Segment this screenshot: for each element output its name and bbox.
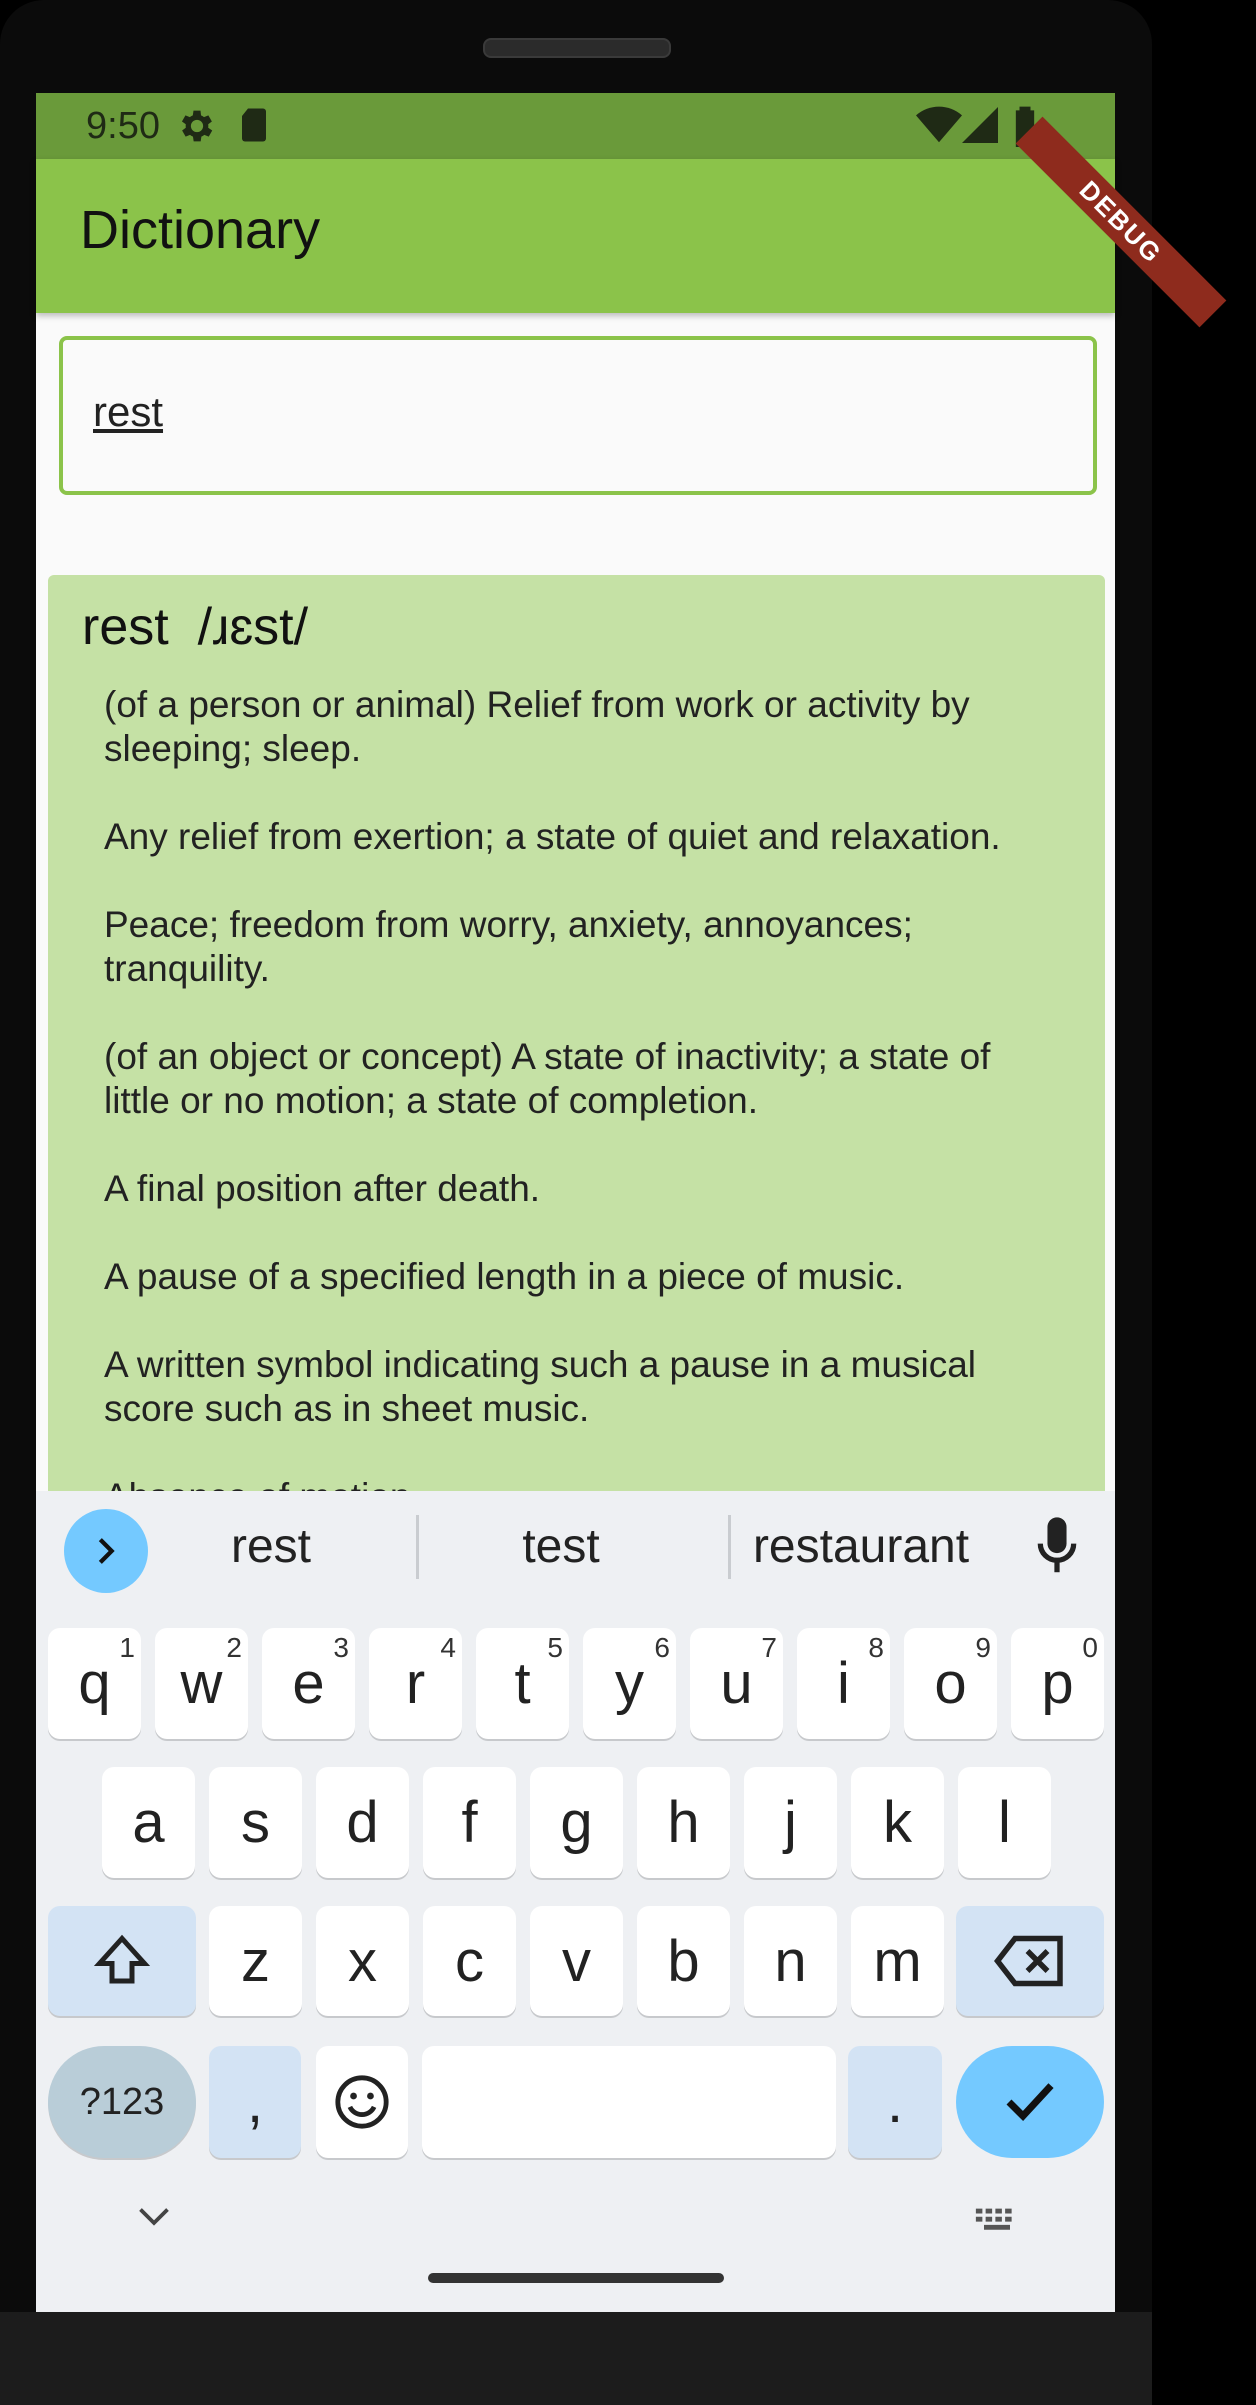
shift-key[interactable] (48, 1906, 196, 2016)
key-number-hint: 9 (975, 1632, 991, 1663)
key-label: x (348, 1928, 377, 1994)
key-u[interactable] (690, 1628, 783, 1739)
key-v[interactable] (530, 1906, 623, 2016)
key-number-hint: 6 (654, 1632, 670, 1663)
space-key[interactable] (422, 2046, 836, 2158)
key-c[interactable] (423, 1906, 516, 2016)
key-label: n (774, 1928, 807, 1994)
key-label: a (132, 1790, 165, 1855)
key-label: s (241, 1790, 270, 1855)
key-b[interactable] (637, 1906, 730, 2016)
key-q[interactable] (48, 1628, 141, 1739)
definition-card (48, 575, 1105, 1625)
bottom-bezel (0, 2312, 1152, 2405)
key-number-hint: 5 (547, 1632, 563, 1663)
key-number-hint: 3 (333, 1632, 349, 1663)
key-label: o (934, 1651, 967, 1716)
key-number-hint: 7 (761, 1632, 777, 1663)
key-label: l (998, 1790, 1011, 1855)
key-x[interactable] (316, 1906, 409, 2016)
key-n[interactable] (744, 1906, 837, 2016)
key-label: w (180, 1651, 223, 1716)
suggestion-chip[interactable]: rest (230, 1520, 311, 1573)
key-g[interactable] (530, 1767, 623, 1878)
key-label: e (292, 1651, 325, 1716)
enter-key[interactable] (956, 2046, 1104, 2158)
definition-list (104, 683, 1064, 1563)
hide-keyboard-chevron-icon[interactable] (136, 2205, 172, 2234)
key-number-hint: 2 (226, 1632, 242, 1663)
key-label: y (615, 1651, 644, 1716)
key-e[interactable] (262, 1628, 355, 1739)
key-y[interactable] (583, 1628, 676, 1739)
debug-banner (896, 53, 1256, 293)
key-t[interactable] (476, 1628, 569, 1739)
key-label: b (667, 1928, 700, 1994)
key-label: z (241, 1928, 270, 1994)
key-label: c (455, 1928, 484, 1994)
key-label: f (461, 1790, 478, 1855)
home-gesture-bar[interactable] (428, 2273, 724, 2283)
key-label: i (837, 1651, 850, 1716)
keyboard-switcher-icon[interactable] (974, 2207, 1020, 2238)
backspace-icon (995, 1933, 1065, 1989)
key-label: q (78, 1651, 111, 1716)
earpiece-speaker (483, 38, 671, 58)
sd-card-icon (239, 107, 269, 148)
key-label: r (405, 1651, 426, 1716)
key-label: t (514, 1651, 531, 1716)
key-number-hint: 4 (440, 1632, 456, 1663)
screen (36, 93, 1169, 2312)
checkmark-icon (1002, 2078, 1058, 2126)
key-number-hint: 8 (868, 1632, 884, 1663)
shift-icon (90, 1931, 154, 1991)
key-label: m (873, 1928, 922, 1994)
key-label: d (346, 1790, 379, 1855)
key-i[interactable] (797, 1628, 890, 1739)
key-p[interactable] (1011, 1628, 1104, 1739)
key-label: u (720, 1651, 753, 1716)
key-number-hint: 0 (1082, 1632, 1098, 1663)
key-a[interactable] (102, 1767, 195, 1878)
word-heading: rest /ɹɛst/ (82, 598, 309, 656)
key-m[interactable] (851, 1906, 944, 2016)
suggestion-chip[interactable]: restaurant (752, 1520, 970, 1573)
key-area (36, 1491, 1115, 2312)
status-time: 9:50 (86, 105, 160, 147)
key-s[interactable] (209, 1767, 302, 1878)
settings-gear-icon (176, 105, 218, 152)
backspace-key[interactable] (956, 1906, 1104, 2016)
key-o[interactable] (904, 1628, 997, 1739)
definition-item: Peace; freedom from worry, anxiety, annoyances; tranquility. (104, 904, 913, 989)
debug-ribbon-label: DEBUG (1016, 117, 1227, 328)
key-label: v (562, 1928, 591, 1994)
smiley-icon (333, 2073, 391, 2131)
key-number-hint: 1 (119, 1632, 135, 1663)
key-label: h (667, 1790, 700, 1855)
symbols-key[interactable]: ?123 (48, 2046, 196, 2158)
key-w[interactable] (155, 1628, 248, 1739)
key-j[interactable] (744, 1767, 837, 1878)
definition-item: Any relief from exertion; a state of quiet and relaxation. (104, 816, 1001, 857)
key-h[interactable] (637, 1767, 730, 1878)
emoji-key[interactable] (316, 2046, 408, 2158)
key-label: j (784, 1790, 797, 1855)
key-l[interactable] (958, 1767, 1051, 1878)
key-label: k (883, 1790, 912, 1855)
definition-item: (of an object or concept) A state of inactivity; a state of little or no motion; a state of completion. (104, 1036, 991, 1121)
comma-key[interactable]: , (209, 2046, 301, 2158)
key-label: p (1041, 1651, 1074, 1716)
definition-item: (of a person or animal) Relief from work or activity by sleeping; sleep. (104, 684, 970, 769)
key-k[interactable] (851, 1767, 944, 1878)
suggestion-chip[interactable]: test (522, 1520, 600, 1573)
key-z[interactable] (209, 1906, 302, 2016)
key-f[interactable] (423, 1767, 516, 1878)
key-r[interactable] (369, 1628, 462, 1739)
soft-keyboard (36, 1491, 1115, 2312)
definition-item: A written symbol indicating such a pause in a musical score such as in sheet music. (104, 1344, 976, 1429)
search-field[interactable] (59, 336, 1097, 495)
definition-item: A final position after death. (104, 1168, 541, 1209)
key-label: g (560, 1790, 593, 1855)
search-input[interactable] (93, 382, 1053, 442)
definition-item: A pause of a specified length in a piece of music. (104, 1256, 905, 1297)
period-key[interactable]: . (848, 2046, 942, 2158)
key-d[interactable] (316, 1767, 409, 1878)
page-title: Dictionary (80, 200, 321, 260)
